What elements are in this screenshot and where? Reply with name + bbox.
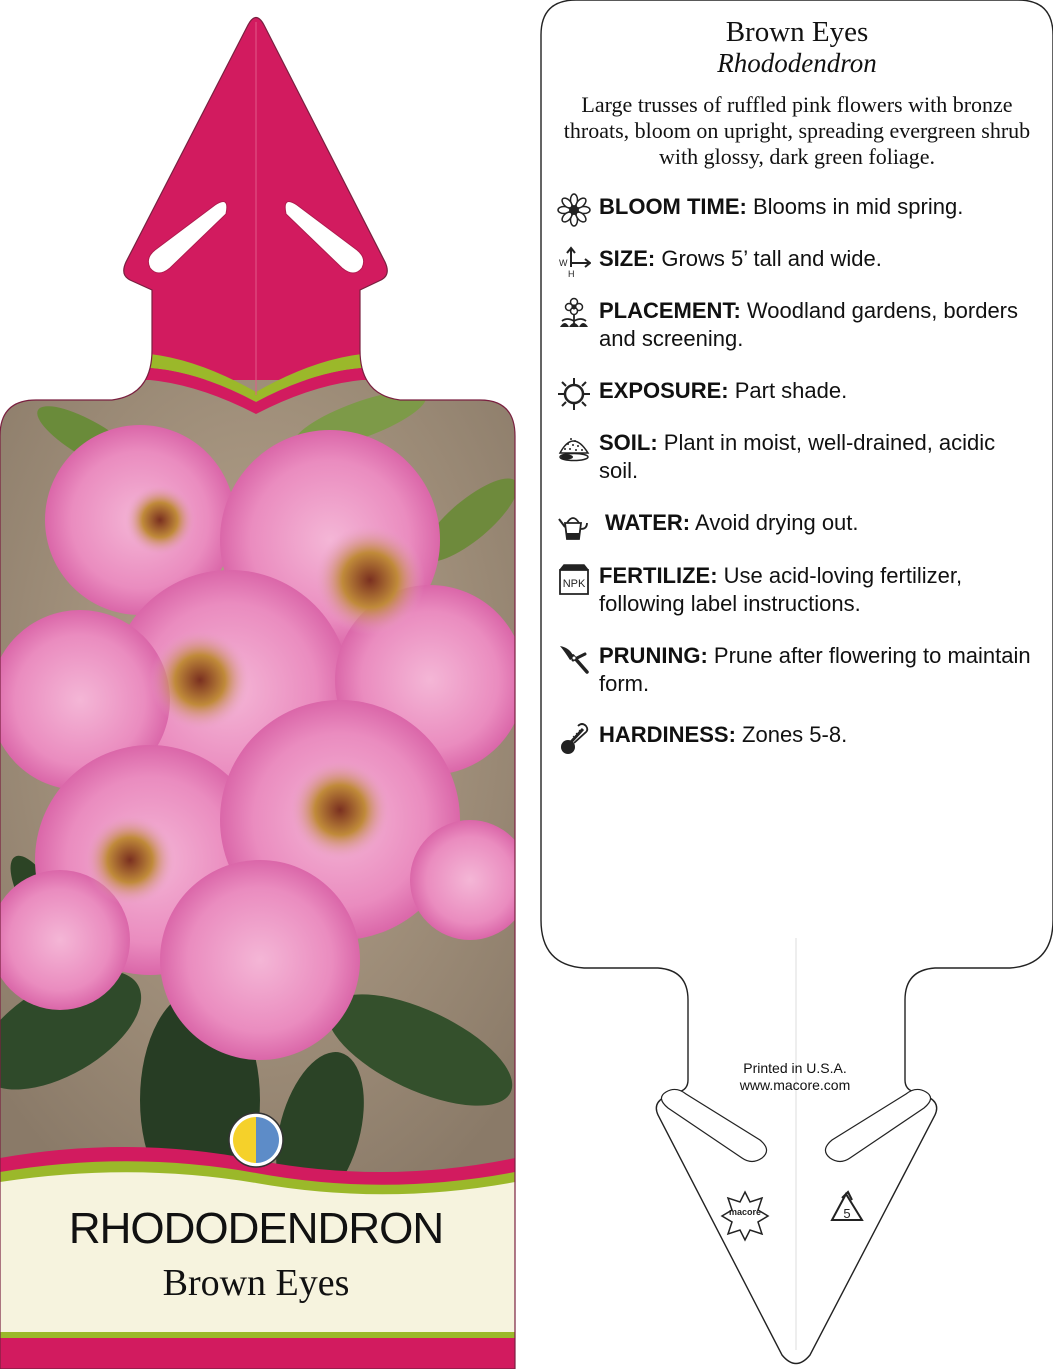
thermometer-icon [557, 721, 591, 755]
flower-icon [557, 193, 591, 227]
pruners-icon [557, 642, 591, 676]
plant-description: Large trusses of ruffled pink flowers with bronze throats, bloom on upright, spreading evergreen shrub with glossy, dark green foliage. [563, 92, 1031, 169]
soil-icon [557, 429, 591, 463]
svg-text:NPK: NPK [562, 578, 586, 590]
rhododendron-photo [0, 379, 530, 1217]
printed-in-text: Printed in U.S.A. [743, 1060, 847, 1076]
genus-name: RHODODENDRON [68, 1204, 444, 1253]
printer-website: www.macore.com [739, 1077, 851, 1093]
part-shade-badge [229, 1113, 283, 1167]
printer-credit [700, 1060, 890, 1094]
sun-icon [557, 377, 591, 411]
svg-text:W: W [559, 258, 568, 268]
macore-logo [722, 1192, 768, 1240]
plant-title: Brown Eyes [725, 16, 869, 48]
plant-botanical-name: Rhododendron [717, 48, 877, 78]
svg-text:macore: macore [728, 1207, 762, 1217]
svg-text:H: H [568, 269, 575, 279]
plants-icon [557, 297, 591, 331]
watering-can-icon [557, 509, 591, 543]
variety-name: Brown Eyes [162, 1262, 350, 1304]
fertilizer-icon [557, 562, 591, 596]
svg-text:5: 5 [843, 1206, 851, 1221]
size-icon [557, 245, 591, 279]
